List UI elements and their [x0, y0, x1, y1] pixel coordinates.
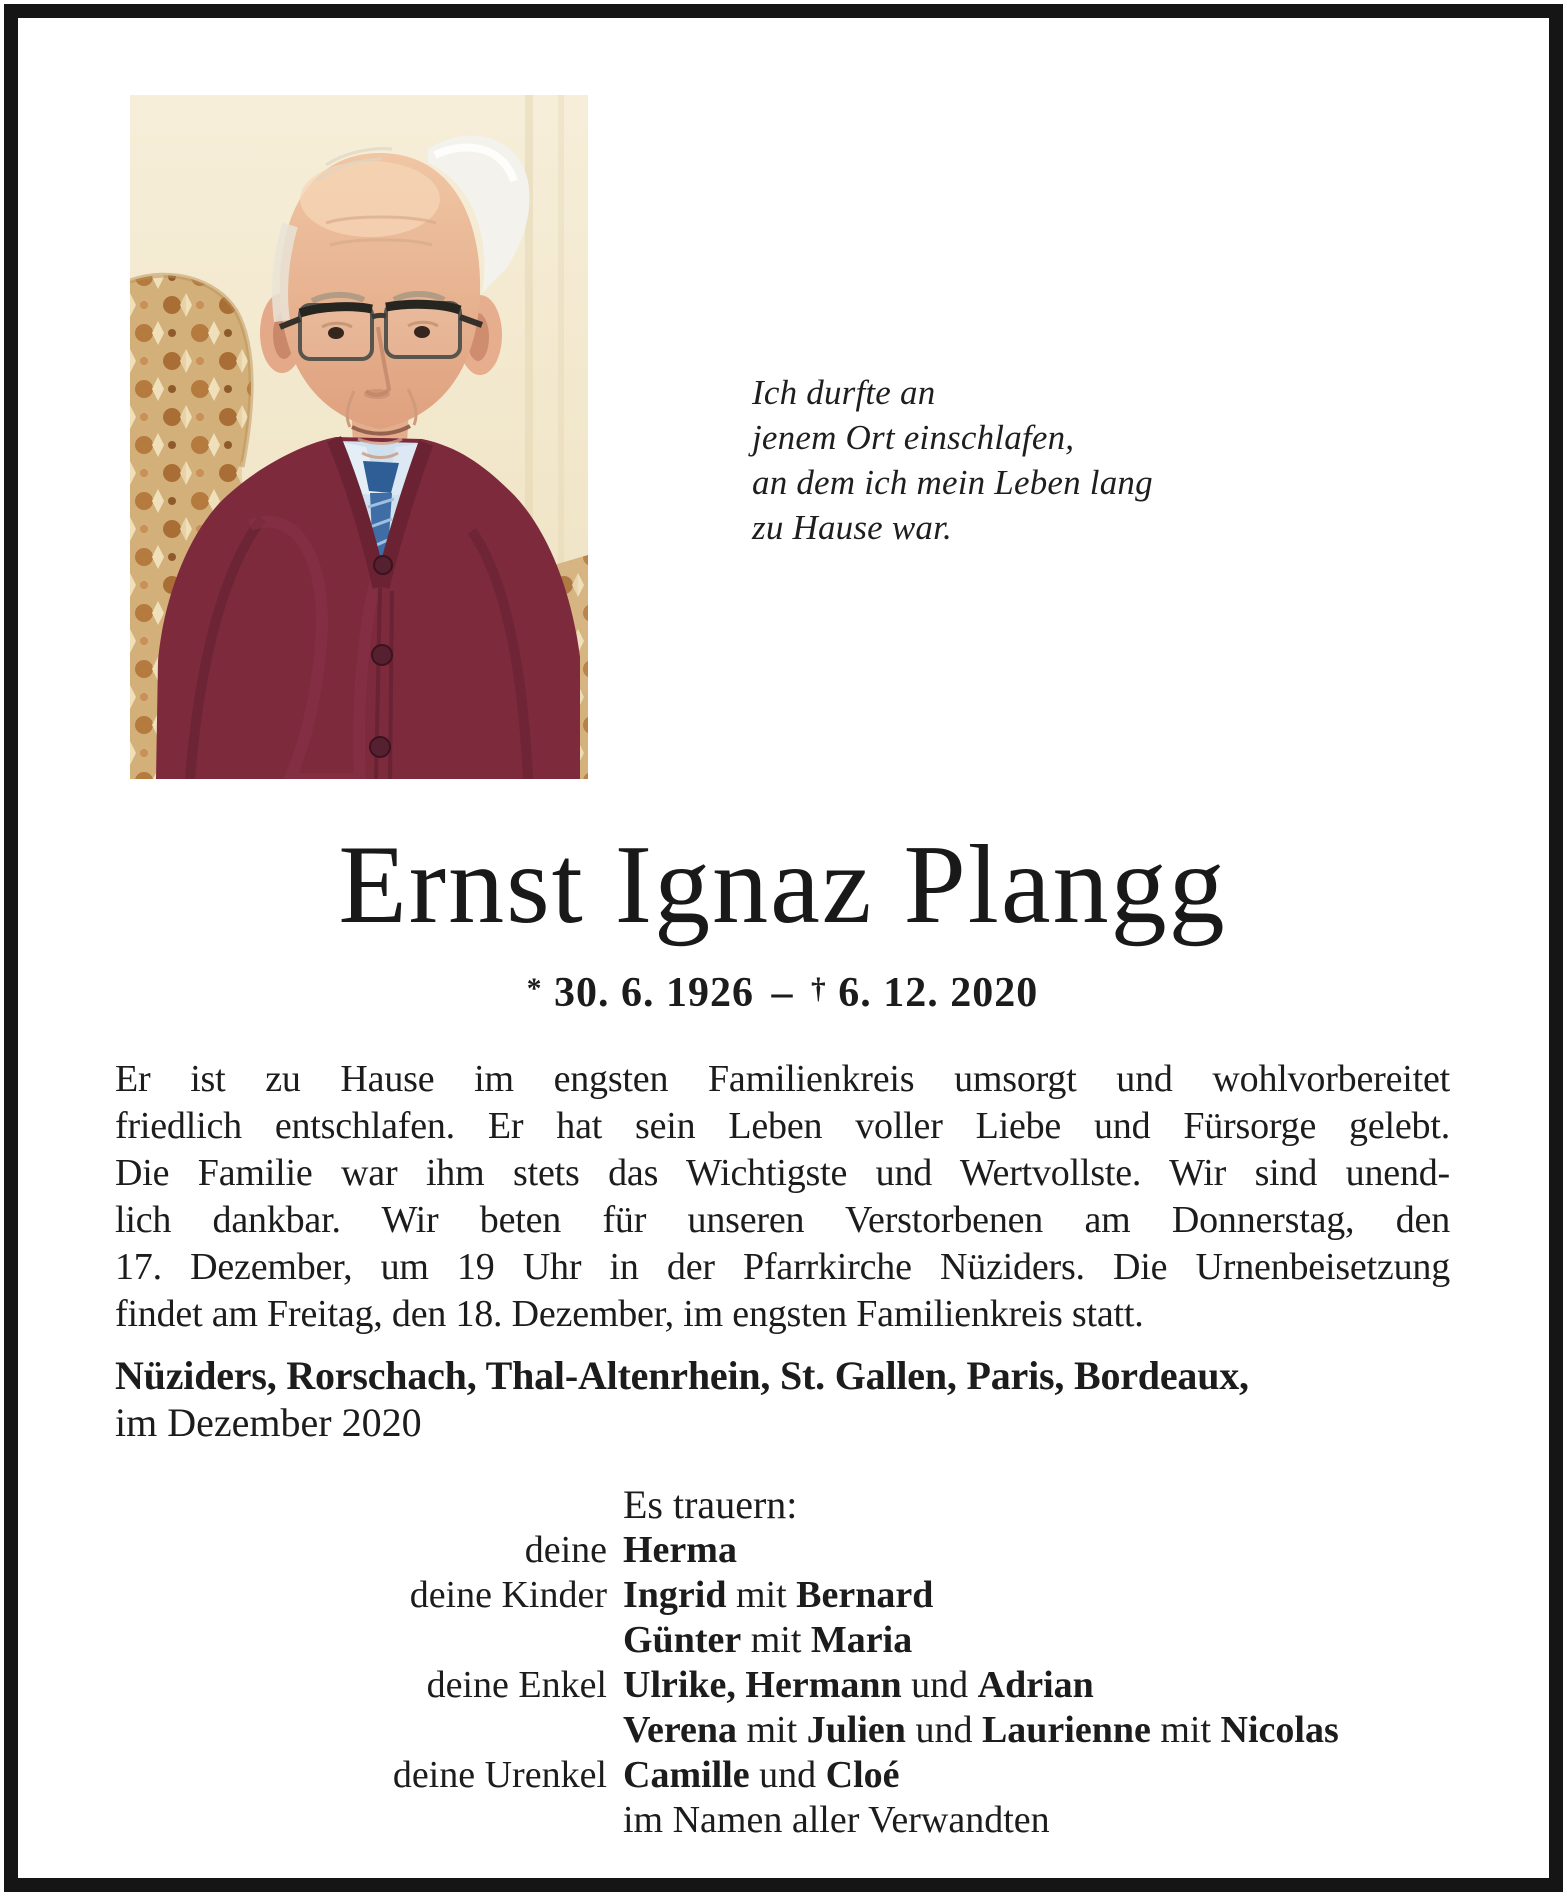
obituary-line: Die Familie war ihm stets das Wichtigste und Wertvollste. Wir sind unend-	[115, 1152, 1450, 1194]
deceased-name: Ernst Ignaz Plangg	[338, 823, 1227, 947]
mourner-row	[115, 1573, 1457, 1618]
quote-line: zu Hause war.	[752, 508, 952, 547]
birth-date: 30. 6. 1926	[554, 970, 754, 1016]
mourner-row	[115, 1663, 1457, 1708]
death-date: 6. 12. 2020	[838, 970, 1039, 1016]
portrait-photo-illustration	[130, 95, 588, 779]
mourner-row	[115, 1708, 1457, 1753]
dates-separator: –	[771, 970, 794, 1016]
obituary-line: lich dankbar. Wir beten für unseren Verstorbenen am Donnerstag, den	[115, 1199, 1450, 1241]
locations-line: Nüziders, Rorschach, Thal-Altenrhein, St. Gallen, Paris, Bordeaux,	[115, 1353, 1249, 1398]
mourner-row	[115, 1528, 1457, 1573]
mourner-names: Günter mit Maria	[623, 1619, 913, 1661]
mourner-role: deine	[524, 1529, 607, 1571]
mourner-role	[115, 1618, 607, 1663]
mourner-role: deine Enkel	[426, 1664, 607, 1706]
obituary-text	[115, 1056, 1450, 1338]
mourner-names: Camille und Cloé	[623, 1754, 900, 1796]
locations-block	[115, 1352, 1450, 1446]
mourners-heading: Es trauern:	[623, 1482, 798, 1527]
mourner-row	[115, 1798, 1457, 1843]
obituary-line: findet am Freitag, den 18. Dezember, im engsten Familienkreis statt.	[115, 1293, 1144, 1335]
mourner-row	[115, 1753, 1457, 1798]
date-line: im Dezember 2020	[115, 1400, 422, 1445]
obituary-line: Er ist zu Hause im engsten Familienkreis umsorgt und wohlvorbereitet	[115, 1058, 1450, 1100]
mourners-rows	[115, 1528, 1457, 1843]
quote-line: an dem ich mein Leben lang	[752, 463, 1153, 502]
mourner-names: Herma	[623, 1529, 737, 1571]
mourner-role: deine Kinder	[409, 1574, 607, 1616]
quote-line: jenem Ort einschlafen,	[752, 418, 1075, 457]
mourner-row	[115, 1618, 1457, 1663]
quote-line: Ich durfte an	[752, 373, 936, 412]
life-dates	[115, 964, 1450, 1018]
obituary-line: friedlich entschlafen. Er hat sein Leben voller Liebe und Fürsorge gelebt.	[115, 1105, 1450, 1147]
mourner-role: deine Urenkel	[392, 1754, 607, 1796]
birth-star-symbol: *	[526, 973, 543, 1005]
mourner-role	[115, 1708, 607, 1753]
mourner-names: Ulrike, Hermann und Adrian	[623, 1664, 1094, 1706]
portrait-photo	[130, 95, 588, 779]
mourner-names: im Namen aller Verwandten	[623, 1799, 1050, 1841]
mourner-role	[115, 1798, 607, 1843]
obituary-line: 17. Dezember, um 19 Uhr in der Pfarrkirche Nüziders. Die Urnenbeisetzung	[115, 1246, 1450, 1288]
mourner-names: Ingrid mit Bernard	[623, 1574, 934, 1616]
mourner-names: Verena mit Julien und Laurienne mit Nicolas	[623, 1709, 1339, 1751]
memorial-quote	[752, 370, 1272, 550]
death-dagger-symbol: †	[811, 973, 827, 1005]
